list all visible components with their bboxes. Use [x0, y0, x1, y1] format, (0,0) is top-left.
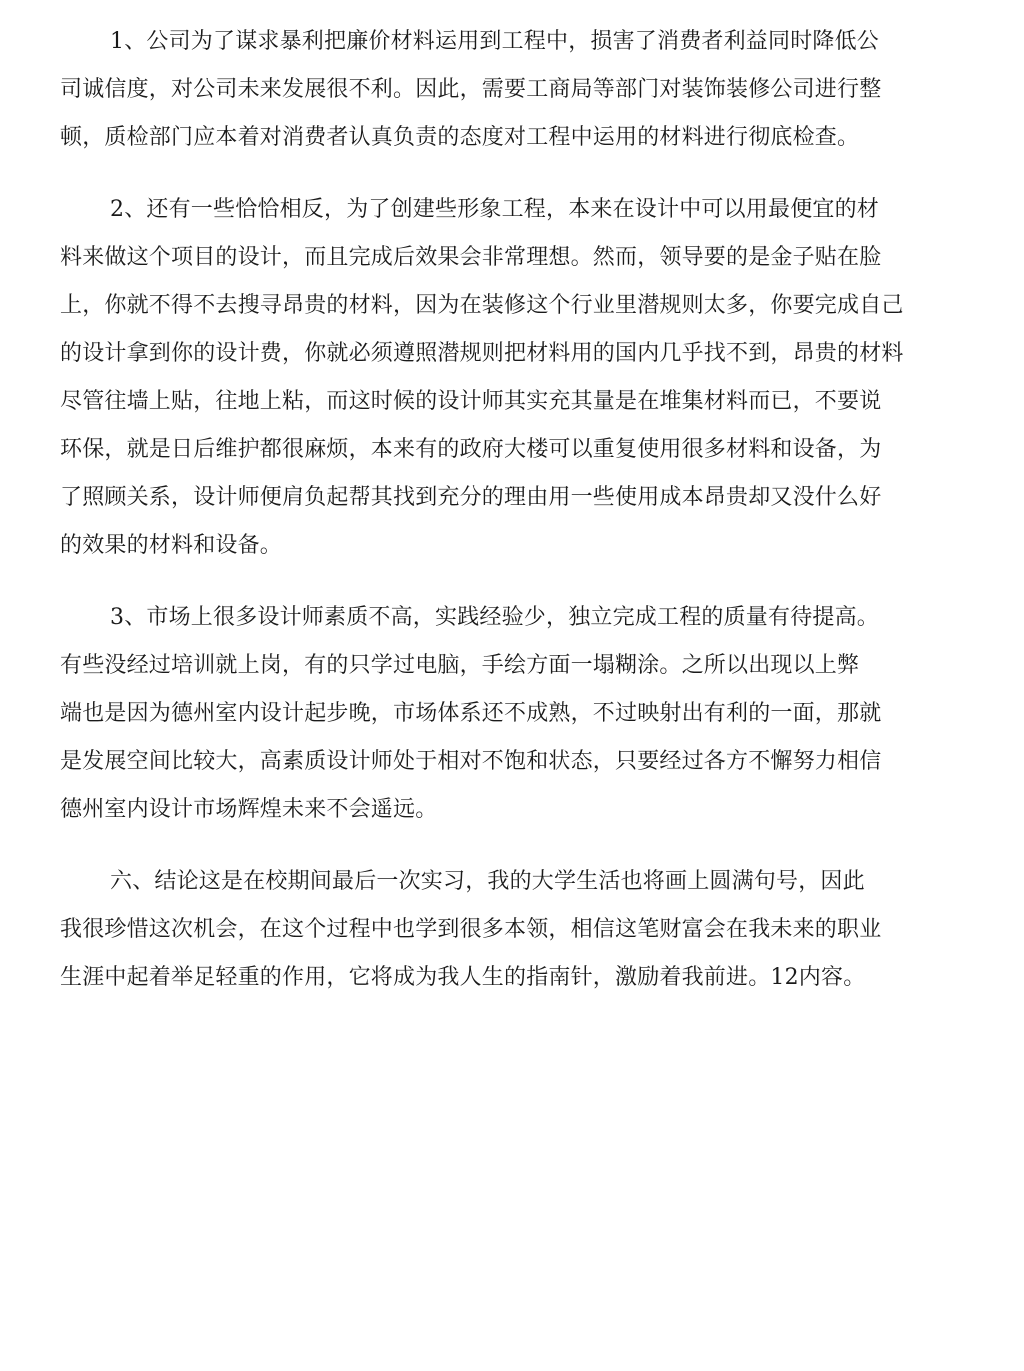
text-line: 3、市场上很多设计师素质不高，实践经验少，独立完成工程的质量有待提高。 [110, 605, 879, 630]
text-line: 了照顾关系，设计师便肩负起帮其找到充分的理由用一些使用成本昂贵却又没什么好 [60, 485, 882, 510]
text-line: 是发展空间比较大，高素质设计师处于相对不饱和状态，只要经过各方不懈努力相信 [60, 749, 882, 774]
text-line: 六、结论这是在校期间最后一次实习，我的大学生活也将画上圆满句号，因此 [110, 869, 865, 894]
paragraph-3 [60, 594, 952, 834]
text-line: 料来做这个项目的设计，而且完成后效果会非常理想。然而，领导要的是金子贴在脸 [60, 245, 882, 270]
paragraph-2 [60, 186, 952, 570]
text-line: 司诚信度，对公司未来发展很不利。因此，需要工商局等部门对装饰装修公司进行整 [60, 77, 882, 102]
text-line: 端也是因为德州室内设计起步晚，市场体系还不成熟，不过映射出有利的一面，那就 [60, 701, 882, 726]
text-line: 上，你就不得不去搜寻昂贵的材料，因为在装修这个行业里潜规则太多，你要完成自己 [60, 293, 904, 318]
text-line: 尽管往墙上贴，往地上粘，而这时候的设计师其实充其量是在堆集材料而已，不要说 [60, 389, 882, 414]
text-line: 生涯中起着举足轻重的作用，它将成为我人生的指南针，激励着我前进。12内容。 [60, 965, 866, 990]
text-line: 的设计拿到你的设计费，你就必须遵照潜规则把材料用的国内几乎找不到，昂贵的材料 [60, 341, 904, 366]
text-line: 的效果的材料和设备。 [60, 533, 283, 558]
document-page [60, 18, 952, 1026]
paragraph-4 [60, 858, 952, 1002]
text-line: 1、公司为了谋求暴利把廉价材料运用到工程中，损害了消费者利益同时降低公 [110, 29, 879, 54]
text-line: 顿，质检部门应本着对消费者认真负责的态度对工程中运用的材料进行彻底检查。 [60, 125, 860, 150]
text-line: 我很珍惜这次机会，在这个过程中也学到很多本领，相信这笔财富会在我未来的职业 [60, 917, 882, 942]
paragraph-1 [60, 18, 952, 162]
text-line: 环保，就是日后维护都很麻烦，本来有的政府大楼可以重复使用很多材料和设备，为 [60, 437, 882, 462]
text-line: 德州室内设计市场辉煌未来不会遥远。 [60, 797, 438, 822]
text-line: 2、还有一些恰恰相反，为了创建些形象工程，本来在设计中可以用最便宜的材 [110, 197, 879, 222]
text-line: 有些没经过培训就上岗，有的只学过电脑，手绘方面一塌糊涂。之所以出现以上弊 [60, 653, 860, 678]
